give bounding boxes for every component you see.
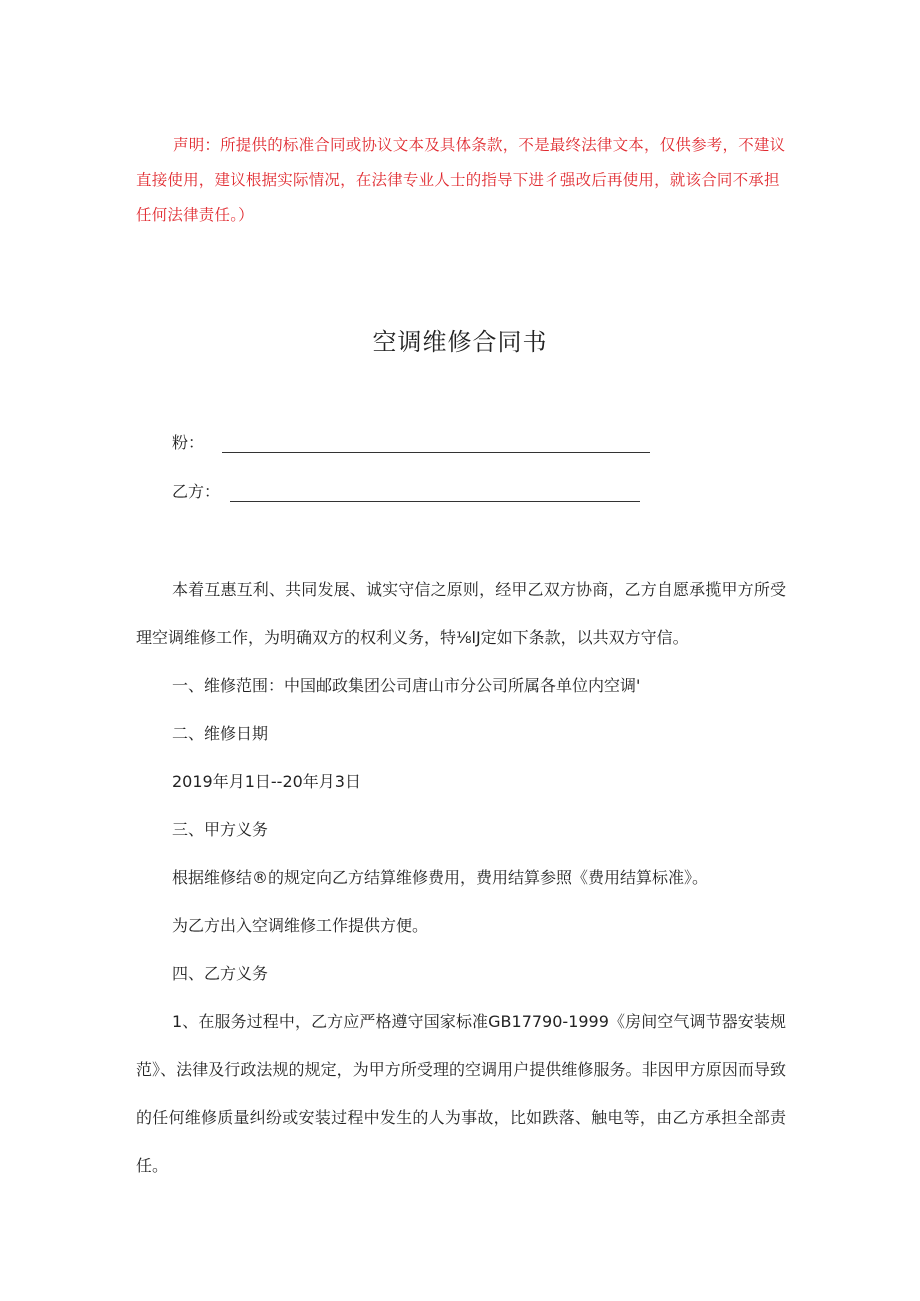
party-a-blank-line <box>222 436 650 453</box>
date-heading: 二、维修日期 <box>172 724 269 743</box>
contract-title: 空调维修合同书 <box>372 328 548 356</box>
party-a-duty-heading: 三、甲方义务 <box>172 820 269 839</box>
party-a-label: 粉： <box>172 433 205 452</box>
date-value: 2019年月1日--20年月3日 <box>172 772 361 791</box>
party-b-label: 乙方： <box>172 482 221 501</box>
party-a-duty-1: 根据维修结®的规定向乙方结算维修费用，费用结算参照《费用结算标准》。 <box>172 868 709 887</box>
disclaimer-text: 声明：所提供的标准合同或协议文本及具体条款，不是最终法律文本，仅供参考，不建议直接使用，建议根据实际情况，在法律专业人士的指导下进彳强改后再使用，就该合同不承担任何法律责任。） <box>136 135 786 224</box>
scope-clause: 一、维修范围：中国邮政集团公司唐山市分公司所属各单位内空调' <box>172 676 641 695</box>
party-b-blank-line <box>230 485 640 502</box>
party-b-duty-1: 1、在服务过程中，乙方应严格遵守国家标准GB17790-1999《房间空气调节器安装规范》、法律及行政法规的规定，为甲方所受理的空调用户提供维修服务。非因甲方原因而导致的任何维修质量纠纷或安装过程中发生的人为事故，比如跌落、触电等，由乙方承担全部责任。 <box>136 1012 786 1175</box>
party-a-row <box>172 430 650 453</box>
party-b-duty-heading: 四、乙方义务 <box>172 964 269 983</box>
intro-paragraph: 本着互惠互利、共同发展、诚实守信之原则，经甲乙双方协商，乙方自愿承揽甲方所受理空调维修工作，为明确双方的权利义务，特⅛lJ定如下条款，以共双方守信。 <box>136 580 786 647</box>
party-a-duty-2: 为乙方出入空调维修工作提供方便。 <box>172 916 429 935</box>
party-b-row <box>172 479 640 502</box>
contract-body <box>136 566 786 1190</box>
